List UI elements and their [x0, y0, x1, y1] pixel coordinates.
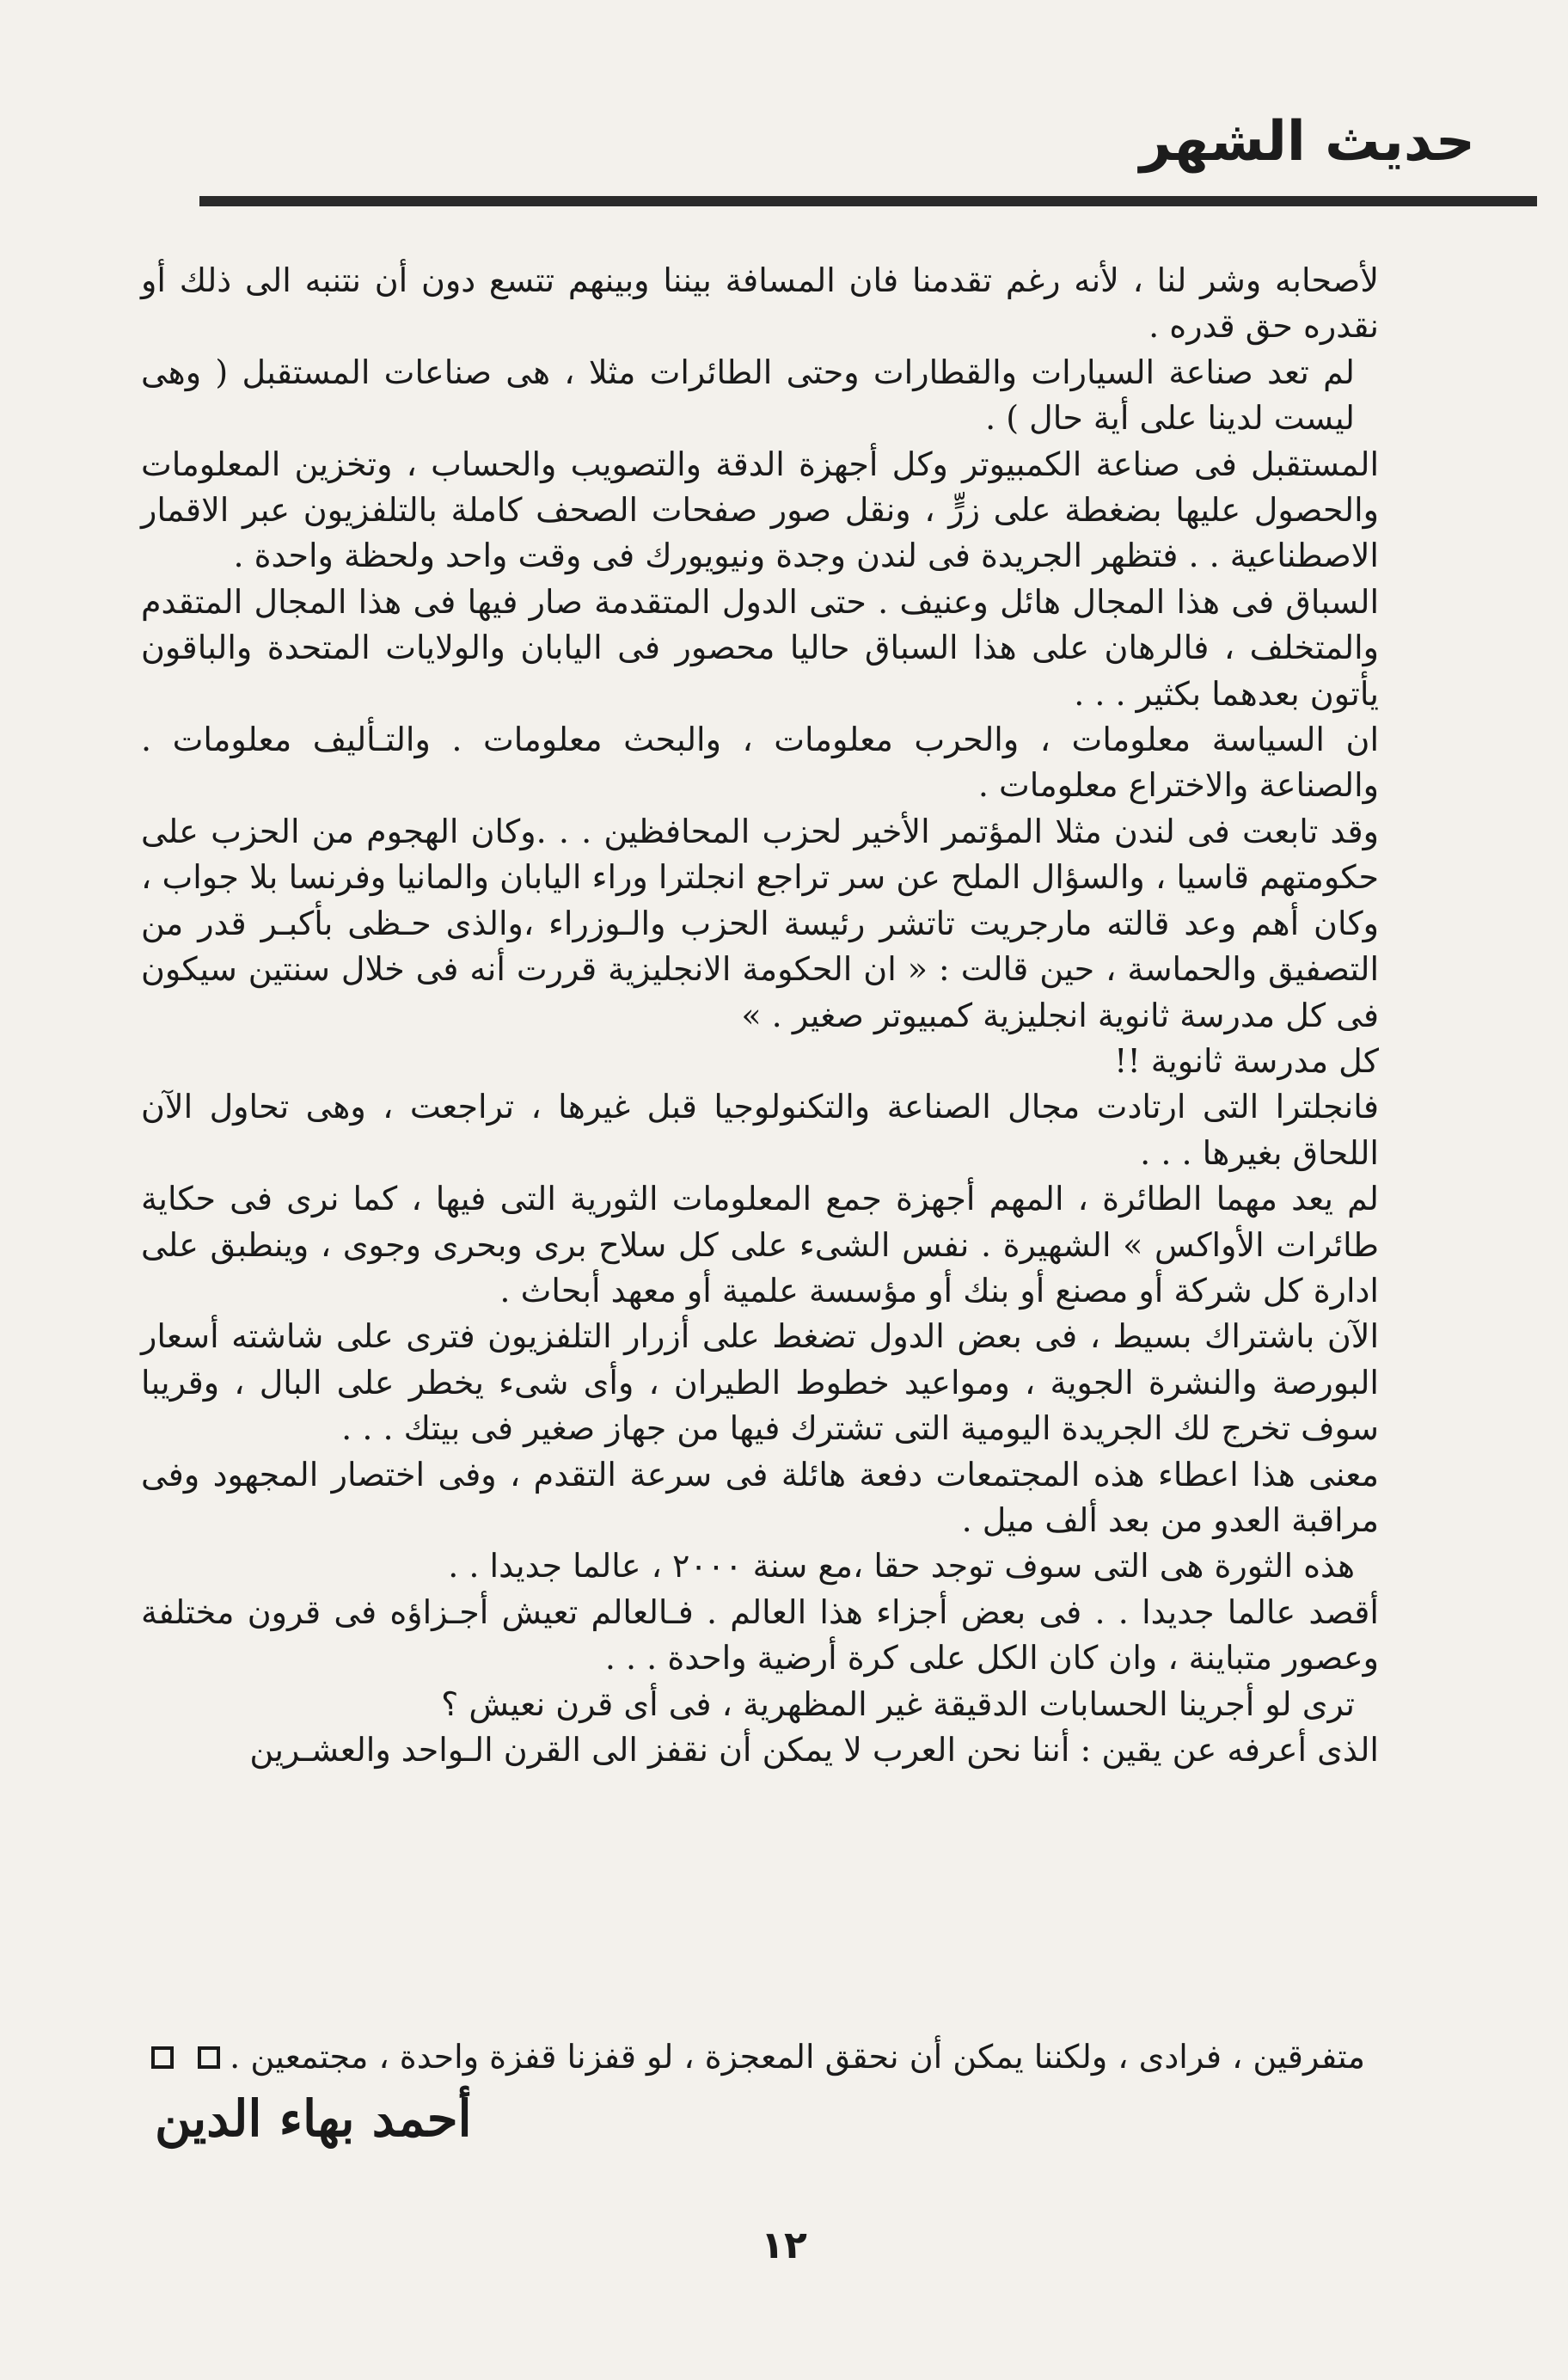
- article-paragraph: لأصحابه وشر لنا ، لأنه رغم تقدمنا فان المسافة بيننا وبينهم تتسع دون أن نتنبه الى ذلك أو نقدره حق قدره .: [141, 261, 1379, 346]
- article-paragraph: السباق فى هذا المجال هائل وعنيف . حتى الدول المتقدمة صار فيها فى هذا المجال المتقدم والمتخلف ، فالرهان على هذا السباق حاليا محصور فى اليابان والولايات المتحدة والباقون يأتون بعدهما بكثير . . .: [141, 582, 1379, 713]
- end-square-icon: [151, 2046, 174, 2069]
- article-paragraph: فانجلترا التى ارتادت مجال الصناعة والتكنولوجيا قبل غيرها ، تراجعت ، وهى تحاول الآن اللحاق بغيرها . . .: [141, 1088, 1379, 1172]
- closing-line: متفرقين ، فرادى ، ولكننا يمكن أن نحقق المعجزة ، لو قفزنا قفزة واحدة ، مجتمعين .: [230, 2038, 1365, 2076]
- article-paragraph: كل مدرسة ثانوية !!: [1114, 1041, 1379, 1080]
- closing-row: [151, 2034, 1365, 2086]
- article-paragraph: لم تعد صناعة السيارات والقطارات وحتى الطائرات مثلا ، هى صناعات المستقبل ( وهى ليست لدينا على أية حال ) .: [141, 353, 1355, 438]
- article-paragraph: لم يعد مهما الطائرة ، المهم أجهزة جمع المعلومات الثورية التى فيها ، كما نرى فى حكاية طائرات الأواكس » الشهيرة . نفس الشىء على كل سلاح برى وبحرى وجوى ، وينطبق على ادارة كل شركة أو مصنع أو بنك أو مؤسسة علمية أو معهد أبحاث .: [141, 1180, 1379, 1310]
- article-paragraph: الآن باشتراك بسيط ، فى بعض الدول تضغط على أزرار التلفزيون فترى على شاشته أسعار البورصة والنشرة الجوية ، ومواعيد خطوط الطيران ، وأى شىء يخطر على البال ، وقريبا سوف تخرج لك الجريدة اليومية التى تشترك فيها من جهاز صغير فى بيتك . . .: [141, 1317, 1379, 1448]
- article-body: [141, 258, 1379, 1773]
- article-paragraph: هذه الثورة هى التى سوف توجد حقا ،مع سنة ٢٠٠٠ ، عالما جديدا . .: [448, 1547, 1355, 1586]
- article-paragraph: أقصد عالما جديدا . . فى بعض أجزاء هذا العالم . فـالعالم تعيش أجـزاؤه فى قرون مختلفة وعصور متباينة ، وان كان الكل على كرة أرضية واحدة . . .: [141, 1592, 1379, 1678]
- article-paragraph: المستقبل فى صناعة الكمبيوتر وكل أجهزة الدقة والتصويب والحساب ، وتخزين المعلومات والحصول عليها بضغطة على زرٍّ ، ونقل صور صفحات الصحف كاملة بالتلفزيون عبر الاقمار الاصطناعية . . فتظهر الجريدة فى لندن وجدة ونيويورك فى وقت واحد ولحظة واحدة .: [141, 445, 1379, 575]
- header-rule: [199, 196, 1537, 206]
- end-square-icon: [198, 2046, 220, 2069]
- article-paragraph: وقد تابعت فى لندن مثلا المؤتمر الأخير لحزب المحافظين . . .وكان الهجوم من الحزب على حكومتهم قاسيا ، والسؤال الملح عن سر تراجع انجلترا وراء اليابان والمانيا وفرنسا بلا جواب ، وكان أهم وعد قالته مارجريت تاتشر رئيسة الحزب والـوزراء ،والذى حـظى بأكبـر قدر من التصفيق والحماسة ، حين قالت : « ان الحكومة الانجليزية قررت أنه فى خلال سنتين سيكون فى كل مدرسة ثانوية انجليزية كمبيوتر صغير . »: [141, 812, 1379, 1034]
- article-paragraph: ان السياسة معلومات ، والحرب معلومات ، والبحث معلومات . والتـأليف معلومات . والصناعة والاختراع معلومات .: [141, 721, 1379, 805]
- page-header-title: حديث الشهر: [1139, 110, 1475, 174]
- article-paragraph: الذى أعرفه عن يقين : أننا نحن العرب لا يمكن أن نقفز الى القرن الـواحد والعشـرين: [249, 1731, 1379, 1769]
- article-paragraph: معنى هذا اعطاء هذه المجتمعات دفعة هائلة فى سرعة التقدم ، وفى اختصار المجهود وفى مراقبة العدو من بعد ألف ميل .: [141, 1455, 1379, 1539]
- author-signature: أحمد بهاء الدين: [155, 2089, 472, 2148]
- page-number: ١٢: [761, 2224, 807, 2267]
- end-of-article-marks: [151, 2046, 220, 2069]
- article-paragraph: ترى لو أجرينا الحسابات الدقيقة غير المظهرية ، فى أى قرن نعيش ؟: [441, 1684, 1355, 1723]
